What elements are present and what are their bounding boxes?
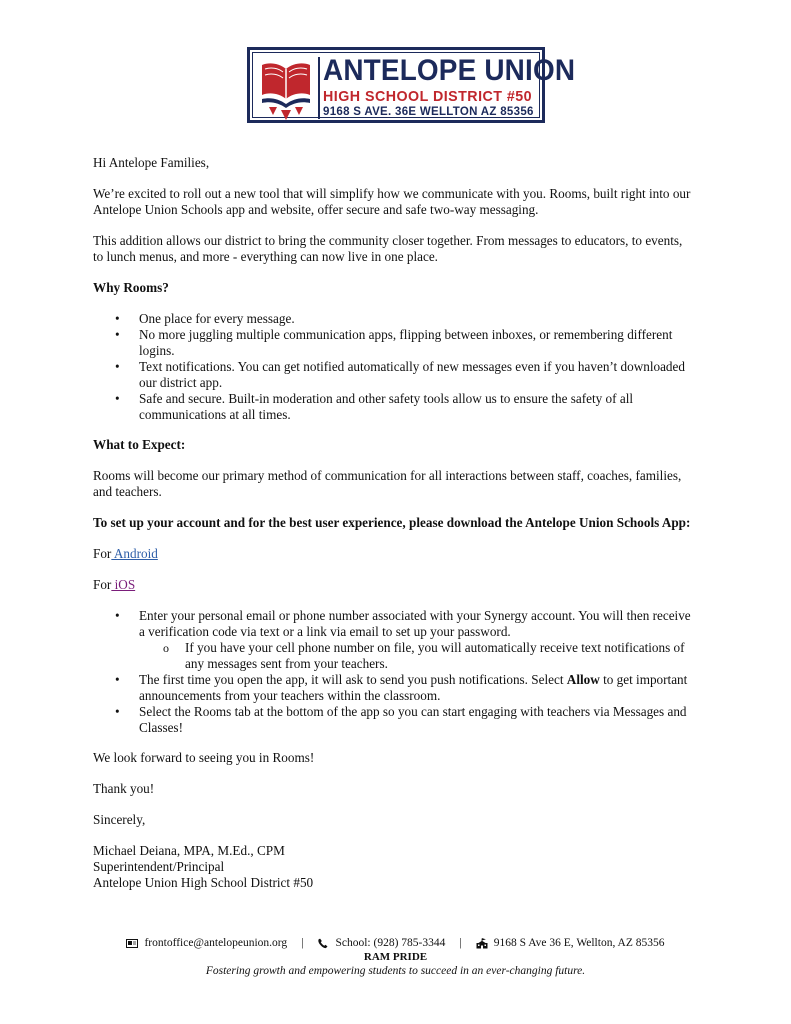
sub-list-item: o If you have your cell phone number on file, you will automatically receive text notifications of any messages sent from your teachers. [139, 640, 693, 672]
footer-motto: RAM PRIDE [363, 951, 428, 963]
letter-body [93, 155, 693, 891]
greeting: Hi Antelope Families, [93, 155, 210, 170]
setup-heading: To set up your account and for the best user experience, please download the Antelope Union Schools App: [93, 515, 691, 530]
phone-icon [317, 938, 329, 949]
android-link[interactable]: Android [111, 546, 158, 561]
expect-heading: What to Expect: [93, 437, 186, 452]
intro-paragraph: We’re excited to roll out a new tool that will simplify how we communicate with you. Rooms, built right into our Antelope Union Schools app and website, offer secure and safe two-way messaging. [93, 186, 691, 217]
signer-title: Superintendent/Principal [93, 859, 225, 874]
logo-subtitle: HIGH SCHOOL DISTRICT #50 [323, 88, 533, 105]
list-item: • Enter your personal email or phone number associated with your Synergy account. You will then receive a verification code via text or a link via email to set up your password. o If you have your cell phone number on file, you will automatically receive text notifications of any messages sent from your teachers. [93, 608, 693, 672]
why-heading: Why Rooms? [93, 280, 169, 295]
android-line: For Android [93, 546, 158, 561]
closing-line: We look forward to seeing you in Rooms! [93, 750, 315, 765]
ios-line: For iOS [93, 577, 136, 592]
list-item: • Select the Rooms tab at the bottom of the app so you can start engaging with teachers via Messages and Classes! [93, 704, 693, 736]
signer-organization: Antelope Union High School District #50 [93, 875, 314, 890]
signer-name: Michael Deiana, MPA, M.Ed., CPM [93, 843, 285, 858]
thanks-line: Thank you! [93, 781, 155, 796]
expect-paragraph: Rooms will become our primary method of communication for all interactions between staff, coaches, families, and teachers. [93, 468, 682, 499]
sub-list [139, 640, 693, 672]
setup-steps-list [93, 608, 693, 736]
envelope-icon [126, 938, 138, 949]
district-logo [247, 47, 576, 123]
ios-link[interactable]: iOS [111, 577, 136, 592]
logo-title: ANTELOPE UNION [323, 54, 576, 87]
open-book-logo-icon [259, 57, 313, 121]
footer-address: 9168 S Ave 36 E, Wellton, AZ 85356 [493, 937, 665, 949]
list-item: • Safe and secure. Built-in moderation and other safety tools allow us to ensure the safety of all communications at all times. [93, 391, 693, 423]
sincerely-line: Sincerely, [93, 812, 146, 827]
footer [0, 936, 791, 978]
signature-block [93, 843, 693, 891]
footer-phone: School: (928) 785-3344 [335, 937, 446, 949]
footer-contact-row: frontoffice@antelopeunion.org | School: (928) 785-3344 | 9168 S Ave 36 E, Wellton, AZ 85356 [0, 936, 791, 950]
footer-tagline: Fostering growth and empowering students to succeed in an ever-changing future. [205, 965, 586, 977]
school-icon [476, 938, 488, 949]
list-item: • One place for every message. [93, 311, 693, 327]
list-item: • No more juggling multiple communication apps, flipping between inboxes, or remembering different logins. [93, 327, 693, 359]
addition-paragraph: This addition allows our district to bring the community closer together. From messages to educators, to events, to lunch menus, and more - everything can now live in one place. [93, 233, 683, 264]
logo-address: 9168 S AVE. 36E WELLTON AZ 85356 [323, 106, 534, 118]
list-item: • Text notifications. You can get notified automatically of new messages even if you haven’t downloaded our district app. [93, 359, 693, 391]
footer-email[interactable]: frontoffice@antelopeunion.org [144, 937, 288, 949]
list-item: • The first time you open the app, it will ask to send you push notifications. Select Allow to get important announcements from your teachers within the classroom. [93, 672, 693, 704]
why-list [93, 311, 693, 423]
